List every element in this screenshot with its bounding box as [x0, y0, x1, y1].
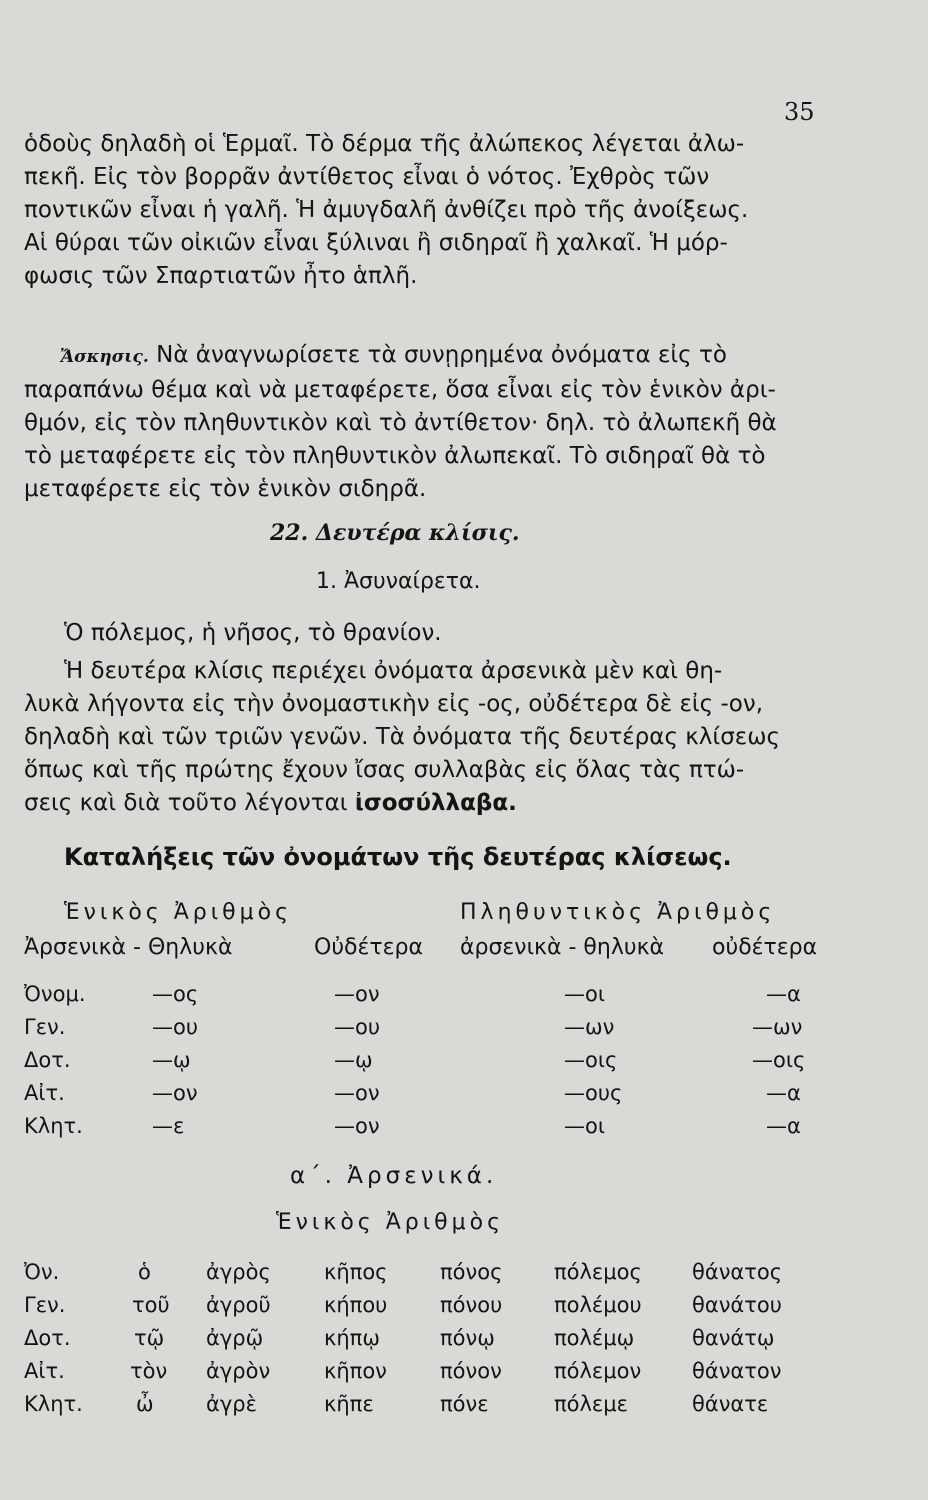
endings-cell: —ῳ: [334, 1048, 373, 1072]
endings-case-label: Γεν.: [24, 1015, 66, 1039]
body-paragraph: [24, 655, 824, 820]
paradigm-cell: κήπου: [324, 1293, 388, 1317]
paradigm-cell: ὦ: [136, 1392, 154, 1416]
masculine-heading: α΄. Ἀρσενικά.: [290, 1163, 498, 1189]
paradigm-cell: πόλεμον: [554, 1359, 642, 1383]
endings-cell: —ων: [752, 1015, 803, 1039]
text-line: Νὰ ἀναγνωρίσετε τὰ συνῃρημένα ὀνόματα εἰς τὸ: [156, 342, 727, 368]
section-subtitle: 1. Ἀσυναίρετα.: [316, 569, 481, 594]
paradigm-cell: πόνῳ: [440, 1326, 495, 1350]
paradigm-cell: ἀγροῦ: [206, 1293, 271, 1317]
endings-cell: —α: [766, 982, 801, 1006]
text-line: τὸ μεταφέρετε εἰς τὸν πληθυντικὸν ἀλωπεκαῖ. Τὸ σιδηραῖ θὰ τὸ: [24, 443, 766, 469]
paradigm-cell: ἀγρὸν: [206, 1359, 271, 1383]
intro-paragraph: [24, 128, 824, 293]
paradigm-cell: τῷ: [134, 1326, 165, 1350]
text-line: φωσις τῶν Σπαρτιατῶν ἦτο ἁπλῆ.: [24, 263, 418, 289]
paradigm-cell: θάνατος: [692, 1260, 783, 1284]
paradigm-cell: πόλεμε: [554, 1392, 628, 1416]
endings-cell: —ων: [564, 1015, 615, 1039]
text-line: ὁδοὺς δηλαδὴ οἱ Ἑρμαῖ. Τὸ δέρμα τῆς ἀλώπεκος λέγεται ἀλω-: [24, 131, 745, 157]
endings-singular-header: Ἑνικὸς Ἀριθμὸς: [64, 900, 292, 925]
paradigm-cell: κῆπος: [324, 1260, 388, 1284]
paradigm-case-label: Αἰτ.: [24, 1359, 65, 1383]
masculine-singular-header: Ἑνικὸς Ἀριθμὸς: [276, 1210, 504, 1235]
endings-cell: —ος: [152, 982, 199, 1006]
endings-cell: —ον: [334, 1081, 380, 1105]
examples-line: Ὁ πόλεμος, ἡ νῆσος, τὸ θρανίον.: [64, 620, 442, 646]
endings-cell: —α: [766, 1114, 801, 1138]
paradigm-cell: πολέμου: [554, 1293, 642, 1317]
endings-subhead: ἀρσενικὰ - θηλυκὰ: [460, 935, 665, 960]
text-line: Αἱ θύραι τῶν οἰκιῶν εἶναι ξύλιναι ἢ σιδηραῖ ἢ χαλκαῖ. Ἡ μόρ-: [24, 230, 728, 256]
text-line: ποντικῶν εἶναι ἡ γαλῆ. Ἡ ἀμυγδαλῆ ἀνθίζει πρὸ τῆς ἀνοίξεως.: [24, 197, 749, 223]
text-line: ὅπως καὶ τῆς πρώτης ἔχουν ἴσας συλλαβὰς εἰς ὅλας τὰς πτώ-: [24, 757, 745, 783]
paradigm-cell: θάνατον: [692, 1359, 782, 1383]
endings-cell: —ου: [152, 1015, 198, 1039]
endings-cell: —ον: [334, 1114, 380, 1138]
endings-cell: —ου: [334, 1015, 380, 1039]
paradigm-cell: θανάτου: [692, 1293, 782, 1317]
paradigm-case-label: Κλητ.: [24, 1392, 83, 1416]
text-line: θμόν, εἰς τὸν πληθυντικὸν καὶ τὸ ἀντίθετον· δηλ. τὸ ἀλωπεκῆ θὰ: [24, 410, 777, 436]
paradigm-cell: ἀγρὲ: [206, 1392, 257, 1416]
page-number: 35: [784, 98, 815, 126]
paradigm-cell: κήπῳ: [324, 1326, 380, 1350]
exercise-label: Ἄσκησις.: [60, 347, 149, 367]
paradigm-cell: τὸν: [130, 1359, 168, 1383]
endings-cell: —ους: [564, 1081, 623, 1105]
endings-cell: —ῳ: [152, 1048, 191, 1072]
term-bold: ἰσοσύλλαβα.: [354, 790, 517, 816]
endings-cell: —οις: [564, 1048, 618, 1072]
paradigm-cell: θάνατε: [692, 1392, 769, 1416]
endings-subhead: οὐδέτερα: [712, 935, 818, 960]
endings-case-label: Δοτ.: [24, 1048, 71, 1072]
endings-cell: —ον: [334, 982, 380, 1006]
paradigm-case-label: Γεν.: [24, 1293, 66, 1317]
endings-heading: Καταλήξεις τῶν ὀνομάτων τῆς δευτέρας κλίσεως.: [64, 843, 732, 871]
endings-subhead: Οὐδέτερα: [314, 935, 424, 960]
text-line: πεκῆ. Εἰς τὸν βορρᾶν ἀντίθετος εἶναι ὁ νότος. Ἐχθρὸς τῶν: [24, 164, 710, 190]
paradigm-cell: πόνου: [440, 1293, 503, 1317]
endings-cell: —ε: [152, 1114, 185, 1138]
text-line: παραπάνω θέμα καὶ νὰ μεταφέρετε, ὅσα εἶναι εἰς τὸν ἑνικὸν ἀρι-: [24, 377, 776, 403]
endings-case-label: Κλητ.: [24, 1114, 83, 1138]
text-line-last: [24, 787, 824, 820]
text-line: μεταφέρετε εἰς τὸν ἑνικὸν σιδηρᾶ.: [24, 476, 427, 502]
paradigm-cell: τοῦ: [132, 1293, 170, 1317]
endings-cell: —οι: [564, 982, 605, 1006]
paradigm-cell: πολέμῳ: [554, 1326, 635, 1350]
endings-cell: —οι: [564, 1114, 605, 1138]
paradigm-case-label: Δοτ.: [24, 1326, 71, 1350]
endings-subhead: Ἀρσενικὰ - Θηλυκὰ: [24, 935, 233, 960]
paradigm-cell: πόνος: [440, 1260, 503, 1284]
exercise-first-line: [24, 339, 824, 374]
text-line: δηλαδὴ καὶ τῶν τριῶν γενῶν. Τὰ ὀνόματα τῆς δευτέρας κλίσεως: [24, 724, 780, 750]
endings-case-label: Αἰτ.: [24, 1081, 65, 1105]
paradigm-cell: πόνε: [440, 1392, 489, 1416]
paradigm-cell: θανάτῳ: [692, 1326, 775, 1350]
endings-plural-header: Πληθυντικὸς Ἀριθμὸς: [460, 900, 776, 925]
endings-cell: —ον: [152, 1081, 198, 1105]
exercise-paragraph: [24, 339, 824, 506]
paradigm-cell: πόλεμος: [554, 1260, 642, 1284]
text-line: Ἡ δευτέρα κλίσις περιέχει ὀνόματα ἀρσενικὰ μὲν καὶ θη-: [64, 658, 723, 684]
paradigm-cell: κῆπε: [324, 1392, 374, 1416]
paradigm-cell: ἀγρῷ: [206, 1326, 264, 1350]
text-fragment: σεις καὶ διὰ τοῦτο λέγονται: [24, 790, 355, 816]
paradigm-cell: κῆπον: [324, 1359, 387, 1383]
endings-cell: —α: [766, 1081, 801, 1105]
endings-case-label: Ὀνομ.: [24, 982, 86, 1006]
endings-cell: —οις: [752, 1048, 806, 1072]
paradigm-cell: πόνον: [440, 1359, 502, 1383]
section-title: 22. Δευτέρα κλίσις.: [270, 520, 520, 546]
paradigm-cell: ἀγρὸς: [206, 1260, 271, 1284]
text-line: λυκὰ λήγοντα εἰς τὴν ὀνομαστικὴν εἰς -ος, οὐδέτερα δὲ εἰς -ον,: [24, 691, 763, 717]
paradigm-case-label: Ὀν.: [24, 1260, 60, 1284]
paradigm-cell: ὁ: [138, 1260, 151, 1284]
